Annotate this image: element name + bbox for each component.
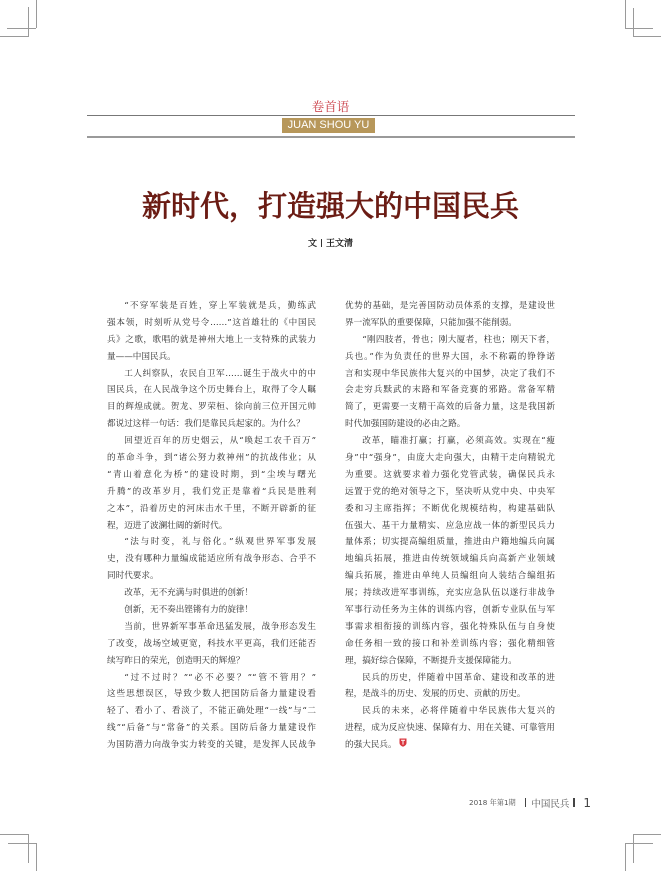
text-line: 军事行动任务为主体的训练内容，创新专业队伍与军 <box>345 605 555 616</box>
footer <box>469 796 591 809</box>
crop-mark-line <box>36 0 37 28</box>
crop-mark-line <box>7 28 36 29</box>
crop-mark-line <box>28 834 29 863</box>
text-line: 远置于党的绝对领导之下，坚决听从党中央、中央军 <box>345 486 555 497</box>
crop-mark-line <box>633 36 661 37</box>
text-line: 升腾”的改革岁月，我们党正是靠着“兵民是胜利 <box>107 486 316 497</box>
text-line: 了改变，战场空域更宽，科技水平更高，我们还能否 <box>107 638 316 649</box>
article-paragraph <box>345 332 555 433</box>
crop-mark-line <box>625 0 626 28</box>
text-line: 为重要。这就要求着力强化党管武装，确保民兵永 <box>345 469 555 480</box>
crop-mark-line <box>633 834 634 863</box>
text-line: 身”中“强身”，由庞大走向强大，由精干走向精锐尤 <box>345 453 555 464</box>
crop-mark-line <box>625 843 626 871</box>
text-line: “法与时变，礼与俗化。”纵观世界军事发展 <box>124 537 316 548</box>
article-paragraph <box>107 366 316 434</box>
byline-prefix: 文 <box>307 239 317 249</box>
article-paragraph <box>345 703 555 754</box>
byline <box>0 237 661 248</box>
text-line: 同时代要求。 <box>107 571 159 582</box>
text-line: 简了，更需要一支精干高效的后备力量，这是我国新 <box>345 402 555 413</box>
text-line: 地编兵拓展，推进由传统领域编兵向高新产业领域 <box>345 554 555 565</box>
text-line: 会走穷兵黩武的末路和军备竞赛的邪路。常备军精 <box>345 385 555 396</box>
text-line: 这些思想误区，导致少数人把国防后备力量建设看 <box>107 689 316 700</box>
article-paragraph <box>107 585 316 602</box>
crop-mark-line <box>633 834 661 835</box>
text-line: 进程，成为反应快速、保障有力、用在关键、可靠管用 <box>345 723 555 734</box>
footer-separator <box>525 798 527 808</box>
text-line: 编兵拓展，推进由单纯人员编组向人装结合编组拓 <box>345 571 555 582</box>
crop-mark-line <box>36 843 37 871</box>
article-paragraph <box>107 433 316 534</box>
crop-mark-line <box>625 28 653 29</box>
section-label-cn: 卷首语 <box>311 99 350 114</box>
header-rule-top <box>87 115 575 116</box>
text-line: 创新，无不奏出铿锵有力的旋律！ <box>124 605 254 616</box>
text-line: “过不过时？”“必不必要？”“管不管用？” <box>124 672 316 683</box>
text-line: 委和习主席指挥；不断优化规模结构，构建基础队 <box>345 503 555 514</box>
text-line: 都说过这样一句话：我们是靠民兵起家的。为什么？ <box>107 419 305 430</box>
text-line: 改革，无不充满与时俱进的创新！ <box>124 588 254 599</box>
article-title: 新时代，打造强大的中国民兵 <box>141 189 519 223</box>
author-name: 王文清 <box>326 239 354 249</box>
section-label-en: JUAN SHOU YU <box>282 118 375 133</box>
text-line: 民兵的历史，伴随着中国革命、建设和改革的进 <box>362 672 555 683</box>
text-line: 兵也。”作为负责任的世界大国，永不称霸的铮铮诺 <box>345 351 555 362</box>
crop-mark-line <box>8 843 37 844</box>
text-line: 改革，瞄准打赢；打赢，必须高效。实现在“瘦 <box>362 436 555 447</box>
page-number: 1 <box>583 795 591 810</box>
text-line: 的革命斗争，到“诸公努力救神州”的抗战伟业；从 <box>107 453 316 464</box>
text-line: 程，是战斗的历史、发展的历史、贡献的历史。 <box>345 689 526 700</box>
text-line: 优势的基础，是完善国防动员体系的支撑，是建设世 <box>345 301 555 311</box>
crop-mark-line <box>28 7 29 37</box>
footer-issue: 2018 年第1期 <box>469 797 516 807</box>
text-line: 民兵的未来，必将伴随着中华民族伟大复兴的 <box>362 706 555 717</box>
crop-mark-line <box>633 8 634 37</box>
text-line: 工人纠察队，农民自卫军……诞生于战火中的中 <box>124 368 316 379</box>
text-line: “刚四肢者，骨也；刚大厦者，柱也；刚天下者， <box>362 334 555 345</box>
article-paragraph <box>107 670 316 754</box>
column-right <box>345 298 555 754</box>
text-line: 事需求相衔接的训练内容，强化特殊队伍与自身使 <box>345 621 555 632</box>
footer-separator <box>573 798 575 808</box>
text-line: 的强大民兵。 <box>345 740 397 751</box>
crop-mark-line <box>625 843 653 844</box>
column-left <box>107 298 316 754</box>
text-line: 量体系；切实提高编组质量，推进由户籍地编兵向属 <box>345 537 555 548</box>
article-paragraph <box>345 433 555 669</box>
article-paragraph <box>345 670 555 704</box>
text-line: 回望近百年的历史烟云，从“唤起工农千百万” <box>124 436 316 447</box>
text-line: 目的辉煌成就。贺龙、罗荣桓、徐向前三位开国元帅 <box>107 402 316 413</box>
text-line: 线”“后备”与“常备”的关系。国防后备力量建设作 <box>107 723 316 734</box>
text-line: 国民兵，在人民战争这个历史舞台上，取得了令人瞩 <box>107 385 316 396</box>
article-paragraph <box>107 602 316 619</box>
text-line: 时代加强国防建设的必由之路。 <box>345 419 466 430</box>
crop-mark-line <box>0 36 28 37</box>
article-paragraph <box>107 298 316 366</box>
text-line: “不穿军装是百姓，穿上军装就是兵，勤练武 <box>124 301 316 311</box>
article-paragraph <box>107 619 316 670</box>
end-mark-icon <box>399 738 407 747</box>
text-line: 理，搞好综合保障，不断提升支援保障能力。 <box>345 655 517 666</box>
text-line: 程，迈进了波澜壮阔的新时代。 <box>107 520 228 531</box>
header-rule-bottom <box>87 136 575 138</box>
crop-mark-line <box>0 834 28 835</box>
text-line: “青山着意化为桥”的建设时期，到“尘埃与曙光 <box>107 469 316 480</box>
article-paragraph <box>107 534 316 585</box>
text-line: 命任务相一致的接口和补差训练内容；强化精细管 <box>345 638 555 649</box>
byline-separator <box>321 239 322 247</box>
article-paragraph <box>345 298 555 332</box>
footer-magazine-name: 中国民兵 <box>531 798 570 810</box>
text-line: 界一流军队的重要保障，只能加强不能削弱。 <box>345 317 517 328</box>
text-line: 伍强大、基干力量精实、应急应战一体的新型民兵力 <box>345 520 555 531</box>
text-line: 展；持续改进军事训练，充实应急队伍以遂行非战争 <box>345 588 555 599</box>
text-line: 量——中国民兵。 <box>107 351 176 362</box>
text-line: 当前，世界新军事革命迅猛发展，战争形态发生 <box>124 621 316 632</box>
text-line: 轻了、看小了、看淡了，不能正确处理“一线”与“二 <box>107 706 316 717</box>
text-line: 为国防潜力向战争实力转变的关键，是发挥人民战争 <box>107 740 316 751</box>
text-line: 续写昨日的荣光，创造明天的辉煌？ <box>107 655 245 666</box>
text-line: 兵》之歌，歌唱的就是神州大地上一支特殊的武装力 <box>107 334 316 345</box>
text-line: 之本”，沿着历史的河床击水千里，不断开辟新的征 <box>107 503 316 514</box>
text-line: 言和实现中华民族伟大复兴的中国梦，决定了我们不 <box>345 368 555 379</box>
text-line: 强本领，时刻听从党号令……”这首雄壮的《中国民 <box>107 317 316 328</box>
text-line: 史，没有哪种力量编成能适应所有战争形态、合乎不 <box>107 554 316 565</box>
